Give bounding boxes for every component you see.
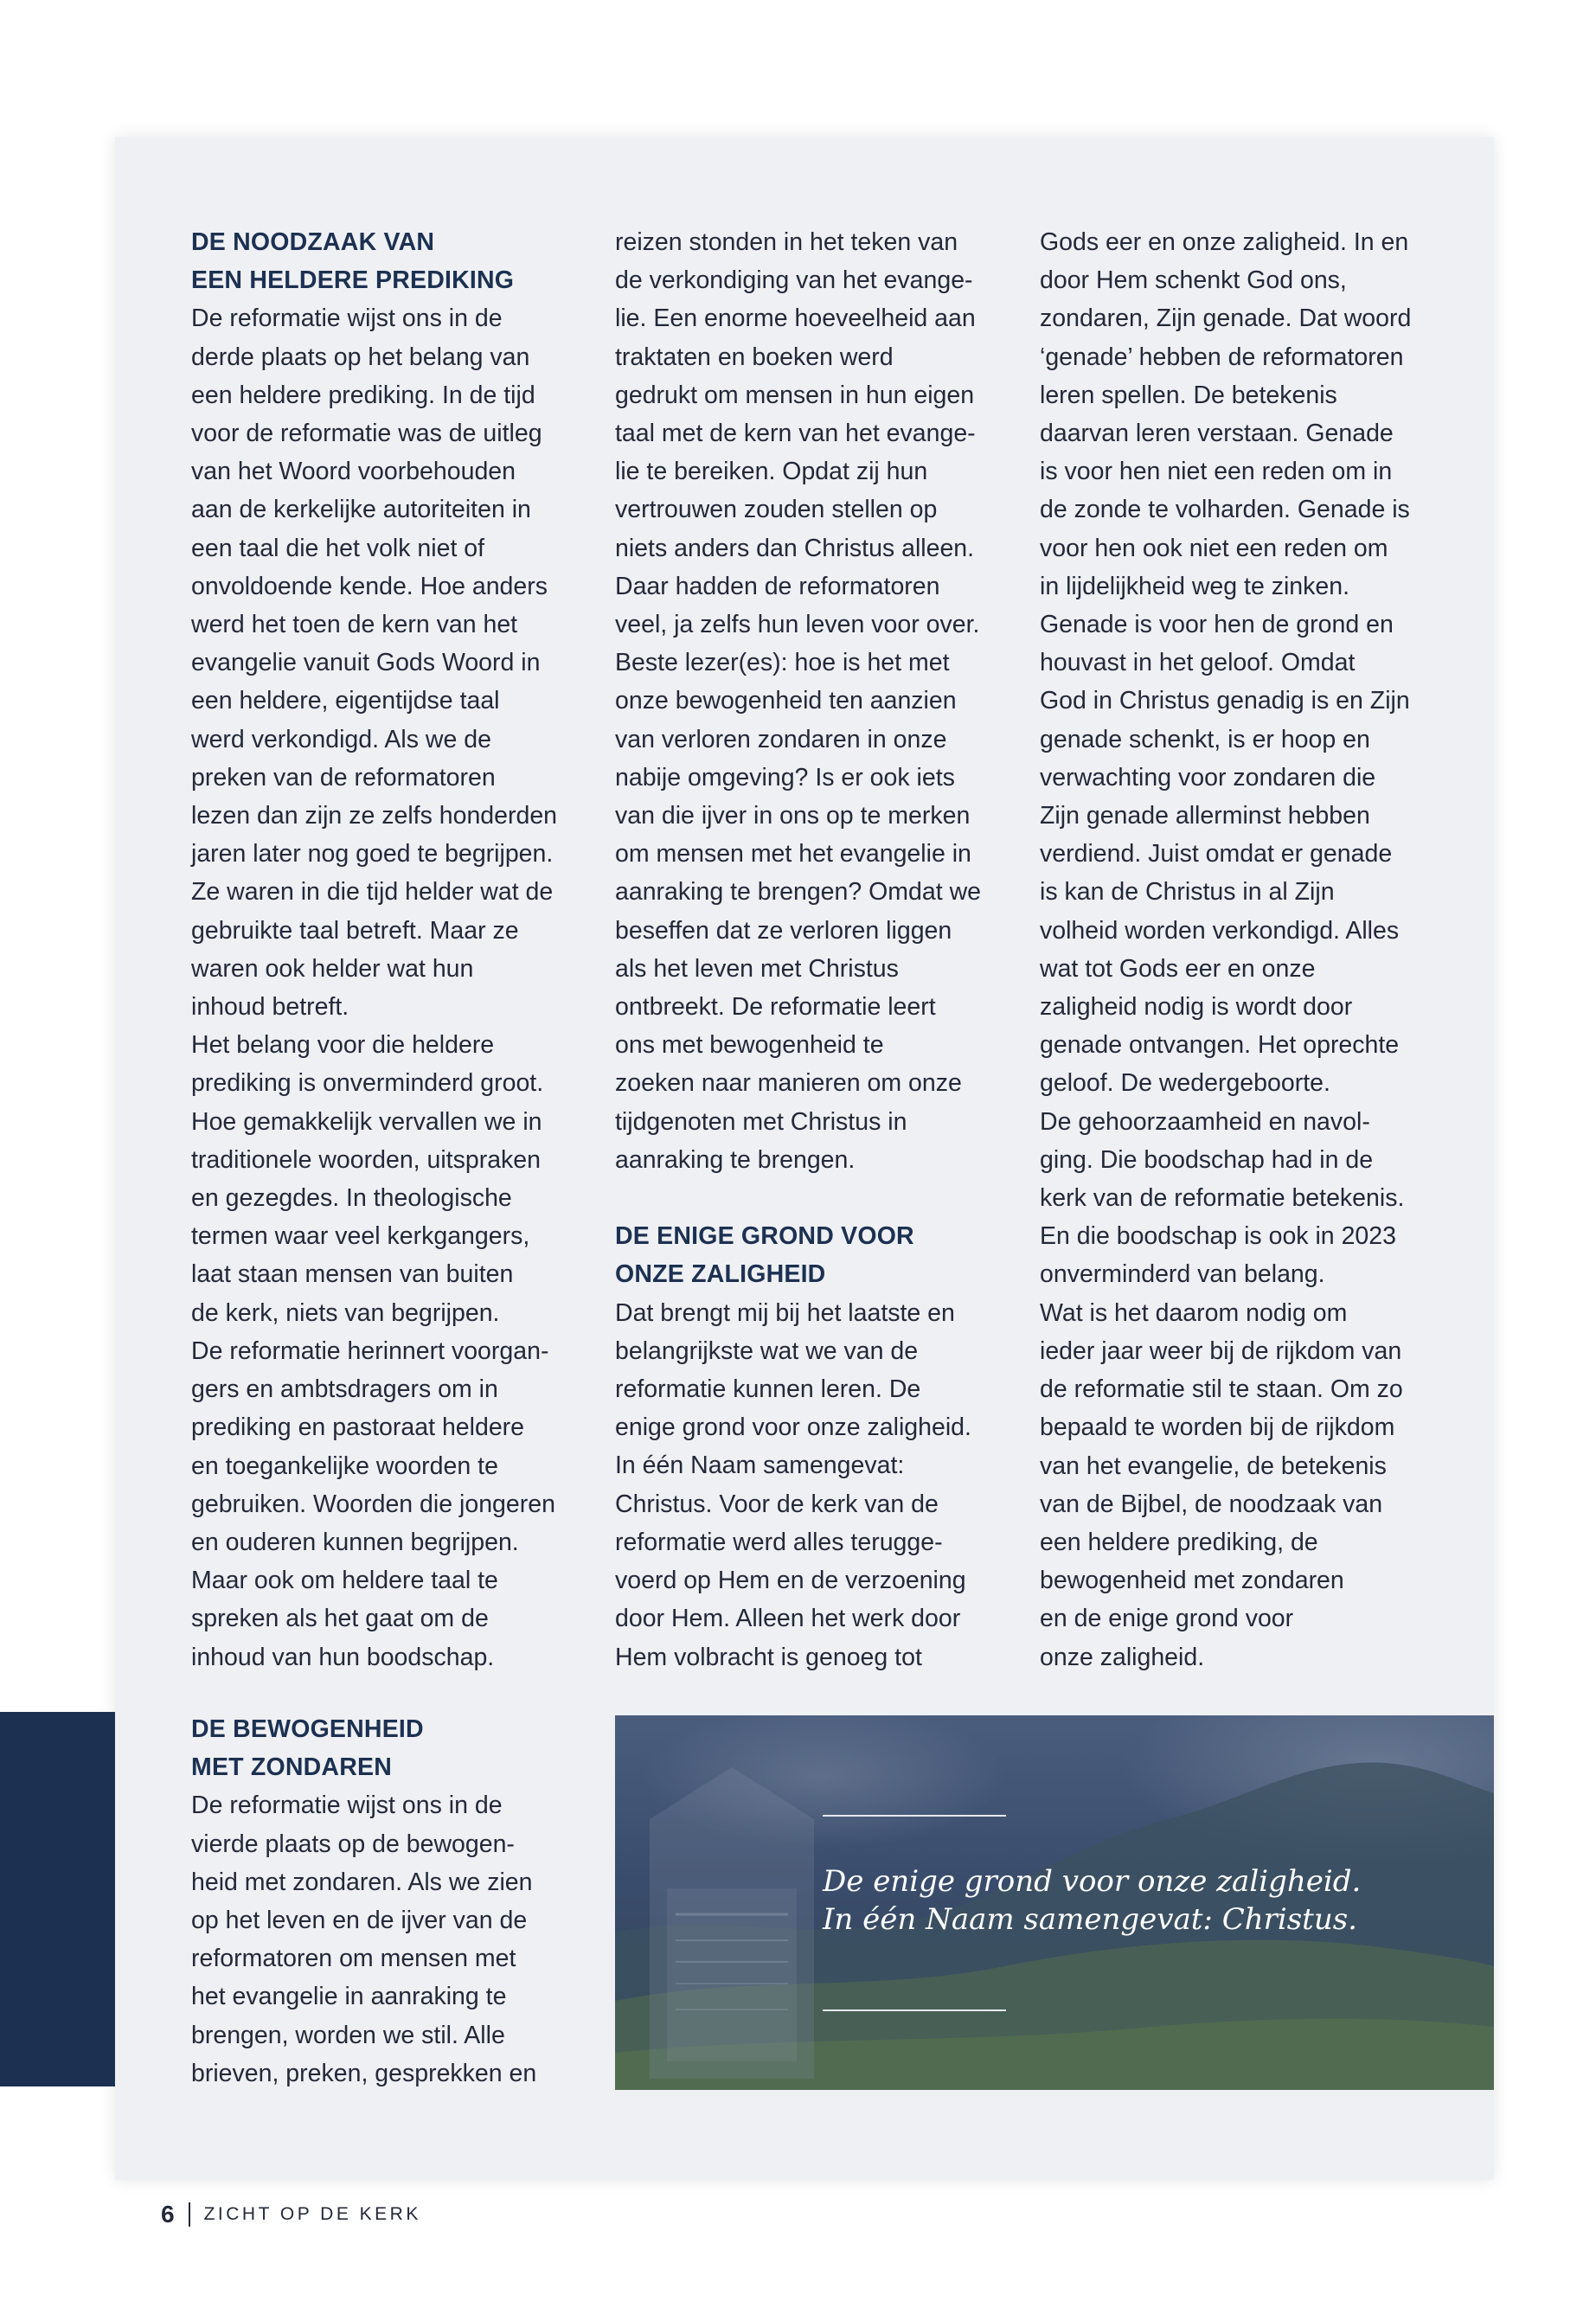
body-text-line: geloof. De wedergeboorte.: [1040, 1069, 1330, 1098]
body-text-line: prediking is onverminderd groot.: [191, 1069, 544, 1098]
body-text-line: brieven, preken, gesprekken en: [191, 2059, 537, 2087]
body-text-line: De reformatie herinnert voorgan-: [191, 1336, 549, 1365]
section-heading: ONZE ZALIGHEID: [615, 1260, 826, 1289]
body-text-line: werd verkondigd. Als we de: [191, 725, 491, 753]
body-text-line: voerd op Hem en de verzoening: [615, 1567, 966, 1595]
body-text-line: van het Woord voorbehouden: [191, 458, 516, 486]
body-text-line: En die boodschap is ook in 2023: [1040, 1222, 1396, 1251]
body-text-line: Zijn genade allerminst hebben: [1040, 802, 1370, 830]
body-text-line: daarvan leren verstaan. Genade: [1040, 420, 1394, 448]
body-text-line: beseffen dat ze verloren liggen: [615, 916, 952, 945]
body-text-line: Wat is het daarom nodig om: [1040, 1298, 1348, 1327]
section-heading: MET ZONDAREN: [191, 1753, 392, 1782]
body-text-line: gebruikte taal betreft. Maar ze: [191, 916, 519, 945]
body-text-line: inhoud betreft.: [191, 993, 349, 1022]
body-text-line: genade schenkt, is er hoop en: [1040, 725, 1370, 753]
body-text-line: het evangelie in aanraking te: [191, 1983, 507, 2011]
body-text-line: op het leven en de ijver van de: [191, 1907, 528, 1935]
body-text-line: Dat brengt mij bij het laatste en: [615, 1298, 955, 1327]
body-text-line: onze bewogenheid ten aanzien: [615, 687, 957, 715]
body-text-line: gers en ambtsdragers om in: [191, 1375, 498, 1404]
body-text-line: Christus. Voor de kerk van de: [615, 1490, 939, 1518]
body-text-line: de zonde te volharden. Genade is: [1040, 496, 1410, 524]
body-text-line: wat tot Gods eer en onze: [1040, 954, 1316, 983]
body-text-line: door Hem schenkt God ons,: [1040, 266, 1347, 295]
pull-quote-line-1: De enige grond voor onze zaligheid.: [823, 1864, 1362, 1899]
section-heading: DE ENIGE GROND VOOR: [615, 1222, 914, 1251]
body-text-line: aanraking te brengen? Omdat we: [615, 878, 982, 907]
body-text-line: traditionele woorden, uitspraken: [191, 1145, 541, 1174]
body-text-line: en toegankelijke woorden te: [191, 1452, 498, 1480]
body-text-line: ‘genade’ hebben de reformatoren: [1040, 343, 1404, 371]
pull-quote-image: [615, 1715, 1494, 2090]
body-text-line: laat staan mensen van buiten: [191, 1260, 514, 1289]
body-text-line: van verloren zondaren in onze: [615, 725, 947, 753]
body-text-line: In één Naam samengevat:: [615, 1452, 905, 1480]
body-text-line: Het belang voor die heldere: [191, 1031, 495, 1060]
body-text-line: Ze waren in die tijd helder wat de: [191, 878, 554, 907]
body-text-line: onze zaligheid.: [1040, 1643, 1205, 1671]
body-text-line: werd het toen de kern van het: [191, 611, 518, 639]
body-text-line: termen waar veel kerkgangers,: [191, 1222, 530, 1251]
body-text-line: inhoud van hun boodschap.: [191, 1643, 495, 1671]
body-text-line: Gods eer en onze zaligheid. In en: [1040, 228, 1409, 256]
pull-quote-line-2: In één Naam samengevat: Christus.: [823, 1902, 1357, 1937]
body-text-line: aanraking te brengen.: [615, 1145, 856, 1174]
pull-quote-text: [823, 1862, 1428, 1939]
body-text-line: lezen dan zijn ze zelfs honderden: [191, 802, 558, 830]
magazine-name: ZICHT OP DE KERK: [203, 2204, 421, 2224]
body-text-line: houvast in het geloof. Omdat: [1040, 649, 1356, 677]
body-text-line: volheid worden verkondigd. Alles: [1040, 916, 1400, 945]
body-text-line: ons met bewogenheid te: [615, 1031, 884, 1060]
body-text-line: kerk van de reformatie betekenis.: [1040, 1184, 1405, 1213]
paragraph-gap: [615, 1179, 1004, 1217]
body-text-line: ieder jaar weer bij de rijkdom van: [1040, 1336, 1402, 1365]
body-text-line: spreken als het gaat om de: [191, 1605, 489, 1633]
body-text-line: lie. Een enorme hoeveelheid aan: [615, 304, 976, 333]
body-text-line: als het leven met Christus: [615, 954, 899, 983]
body-text-line: God in Christus genadig is en Zijn: [1040, 687, 1410, 715]
body-text-line: een heldere, eigentijdse taal: [191, 687, 500, 715]
page-footer: [161, 2197, 421, 2232]
navy-accent-block: [0, 1712, 115, 2086]
body-text-line: nabije omgeving? Is er ook iets: [615, 763, 955, 792]
body-text-line: is voor hen niet een reden om in: [1040, 458, 1393, 486]
body-text-line: de reformatie stil te staan. Om zo: [1040, 1375, 1403, 1404]
body-text-line: ontbreekt. De reformatie leert: [615, 993, 936, 1022]
body-text-line: bepaald te worden bij de rijkdom: [1040, 1413, 1395, 1442]
body-text-line: waren ook helder wat hun: [191, 954, 474, 983]
quote-rule-top: [823, 1815, 1006, 1817]
body-text-line: voor de reformatie was de uitleg: [191, 420, 542, 448]
body-text-line: Beste lezer(es): hoe is het met: [615, 649, 950, 677]
body-text-line: verdiend. Juist omdat er genade: [1040, 840, 1393, 868]
body-text-line: reformatie werd alles terugge-: [615, 1528, 943, 1556]
body-text-line: Maar ook om heldere taal te: [191, 1567, 498, 1595]
body-text-line: preken van de reformatoren: [191, 763, 496, 792]
body-text-line: tijdgenoten met Christus in: [615, 1107, 907, 1136]
body-text-line: en ouderen kunnen begrijpen.: [191, 1528, 519, 1556]
body-text-line: enige grond voor onze zaligheid.: [615, 1413, 971, 1442]
body-text-line: van die ijver in ons op te merken: [615, 802, 971, 830]
body-text-line: jaren later nog goed te begrijpen.: [191, 840, 554, 868]
body-text-line: belangrijkste wat we van de: [615, 1336, 919, 1365]
section-heading: EEN HELDERE PREDIKING: [191, 266, 515, 295]
body-text-line: heid met zondaren. Als we zien: [191, 1868, 533, 1896]
body-text-line: de kerk, niets van begrijpen.: [191, 1298, 500, 1327]
body-text-line: zoeken naar manieren om onze: [615, 1069, 962, 1098]
body-text-line: reformatoren om mensen met: [191, 1945, 516, 1973]
body-text-line: niets anders dan Christus alleen.: [615, 534, 975, 562]
body-text-line: taal met de kern van het evange-: [615, 420, 976, 448]
body-text-line: verwachting voor zondaren die: [1040, 763, 1376, 792]
section-heading: DE BEWOGENHEID: [191, 1715, 424, 1743]
body-text-line: veel, ja zelfs hun leven voor over.: [615, 611, 980, 639]
body-text-line: reformatie kunnen leren. De: [615, 1375, 921, 1404]
body-text-line: een taal die het volk niet of: [191, 534, 485, 562]
body-text-line: en gezegdes. In theologische: [191, 1184, 512, 1213]
body-text-line: Hem volbracht is genoeg tot: [615, 1643, 922, 1671]
body-text-line: De reformatie wijst ons in de: [191, 304, 503, 333]
body-text-line: De gehoorzaamheid en navol-: [1040, 1107, 1370, 1136]
body-text-line: een heldere prediking. In de tijd: [191, 381, 535, 409]
section-heading: DE NOODZAAK VAN: [191, 228, 435, 256]
body-text-line: brengen, worden we stil. Alle: [191, 2021, 505, 2049]
body-text-line: gebruiken. Woorden die jongeren: [191, 1490, 555, 1518]
body-text-line: Hoe gemakkelijk vervallen we in: [191, 1107, 542, 1136]
column-3: [1040, 223, 1429, 1676]
body-text-line: ging. Die boodschap had in de: [1040, 1145, 1374, 1174]
body-text-line: de verkondiging van het evange-: [615, 266, 973, 295]
body-text-line: lie te bereiken. Opdat zij hun: [615, 458, 928, 486]
body-text-line: reizen stonden in het teken van: [615, 228, 958, 256]
body-text-line: gedrukt om mensen in hun eigen: [615, 381, 975, 409]
body-text-line: prediking en pastoraat heldere: [191, 1413, 525, 1442]
body-text-line: leren spellen. De betekenis: [1040, 381, 1337, 409]
body-text-line: een heldere prediking, de: [1040, 1528, 1318, 1556]
column-1: [191, 223, 580, 1676]
body-text-line: en de enige grond voor: [1040, 1605, 1294, 1633]
body-text-line: vertrouwen zouden stellen op: [615, 496, 938, 524]
body-text-line: Genade is voor hen de grond en: [1040, 611, 1394, 639]
body-text-line: Daar hadden de reformatoren: [615, 572, 940, 600]
body-text-line: voor hen ook niet een reden om: [1040, 534, 1388, 562]
body-text-line: zondaren, Zijn genade. Dat woord: [1040, 304, 1412, 333]
body-text-line: traktaten en boeken werd: [615, 343, 894, 371]
body-text-line: zaligheid nodig is wordt door: [1040, 993, 1353, 1022]
page-number: 6: [161, 2201, 175, 2227]
body-text-line: evangelie vanuit Gods Woord in: [191, 649, 541, 677]
body-text-line: van de Bijbel, de noodzaak van: [1040, 1490, 1383, 1518]
body-text-line: De reformatie wijst ons in de: [191, 1791, 503, 1820]
body-text-line: genade ontvangen. Het oprechte: [1040, 1031, 1400, 1060]
body-text-line: is kan de Christus in al Zijn: [1040, 878, 1335, 907]
quote-rule-bottom: [823, 2009, 1006, 2011]
body-text-line: vierde plaats op de bewogen-: [191, 1830, 515, 1858]
body-text-line: in lijdelijkheid weg te zinken.: [1040, 572, 1350, 600]
body-text-line: van het evangelie, de betekenis: [1040, 1452, 1387, 1480]
column-2: [615, 223, 1004, 1676]
body-text-line: aan de kerkelijke autoriteiten in: [191, 496, 531, 524]
column-1-section-2: [191, 1710, 580, 2093]
body-text-line: bewogenheid met zondaren: [1040, 1567, 1344, 1595]
footer-divider: [189, 2202, 190, 2227]
body-text-line: door Hem. Alleen het werk door: [615, 1605, 961, 1633]
body-text-line: onvoldoende kende. Hoe anders: [191, 572, 548, 600]
body-text-line: om mensen met het evangelie in: [615, 840, 971, 868]
body-text-line: derde plaats op het belang van: [191, 343, 530, 371]
body-text-line: onverminderd van belang.: [1040, 1260, 1325, 1289]
